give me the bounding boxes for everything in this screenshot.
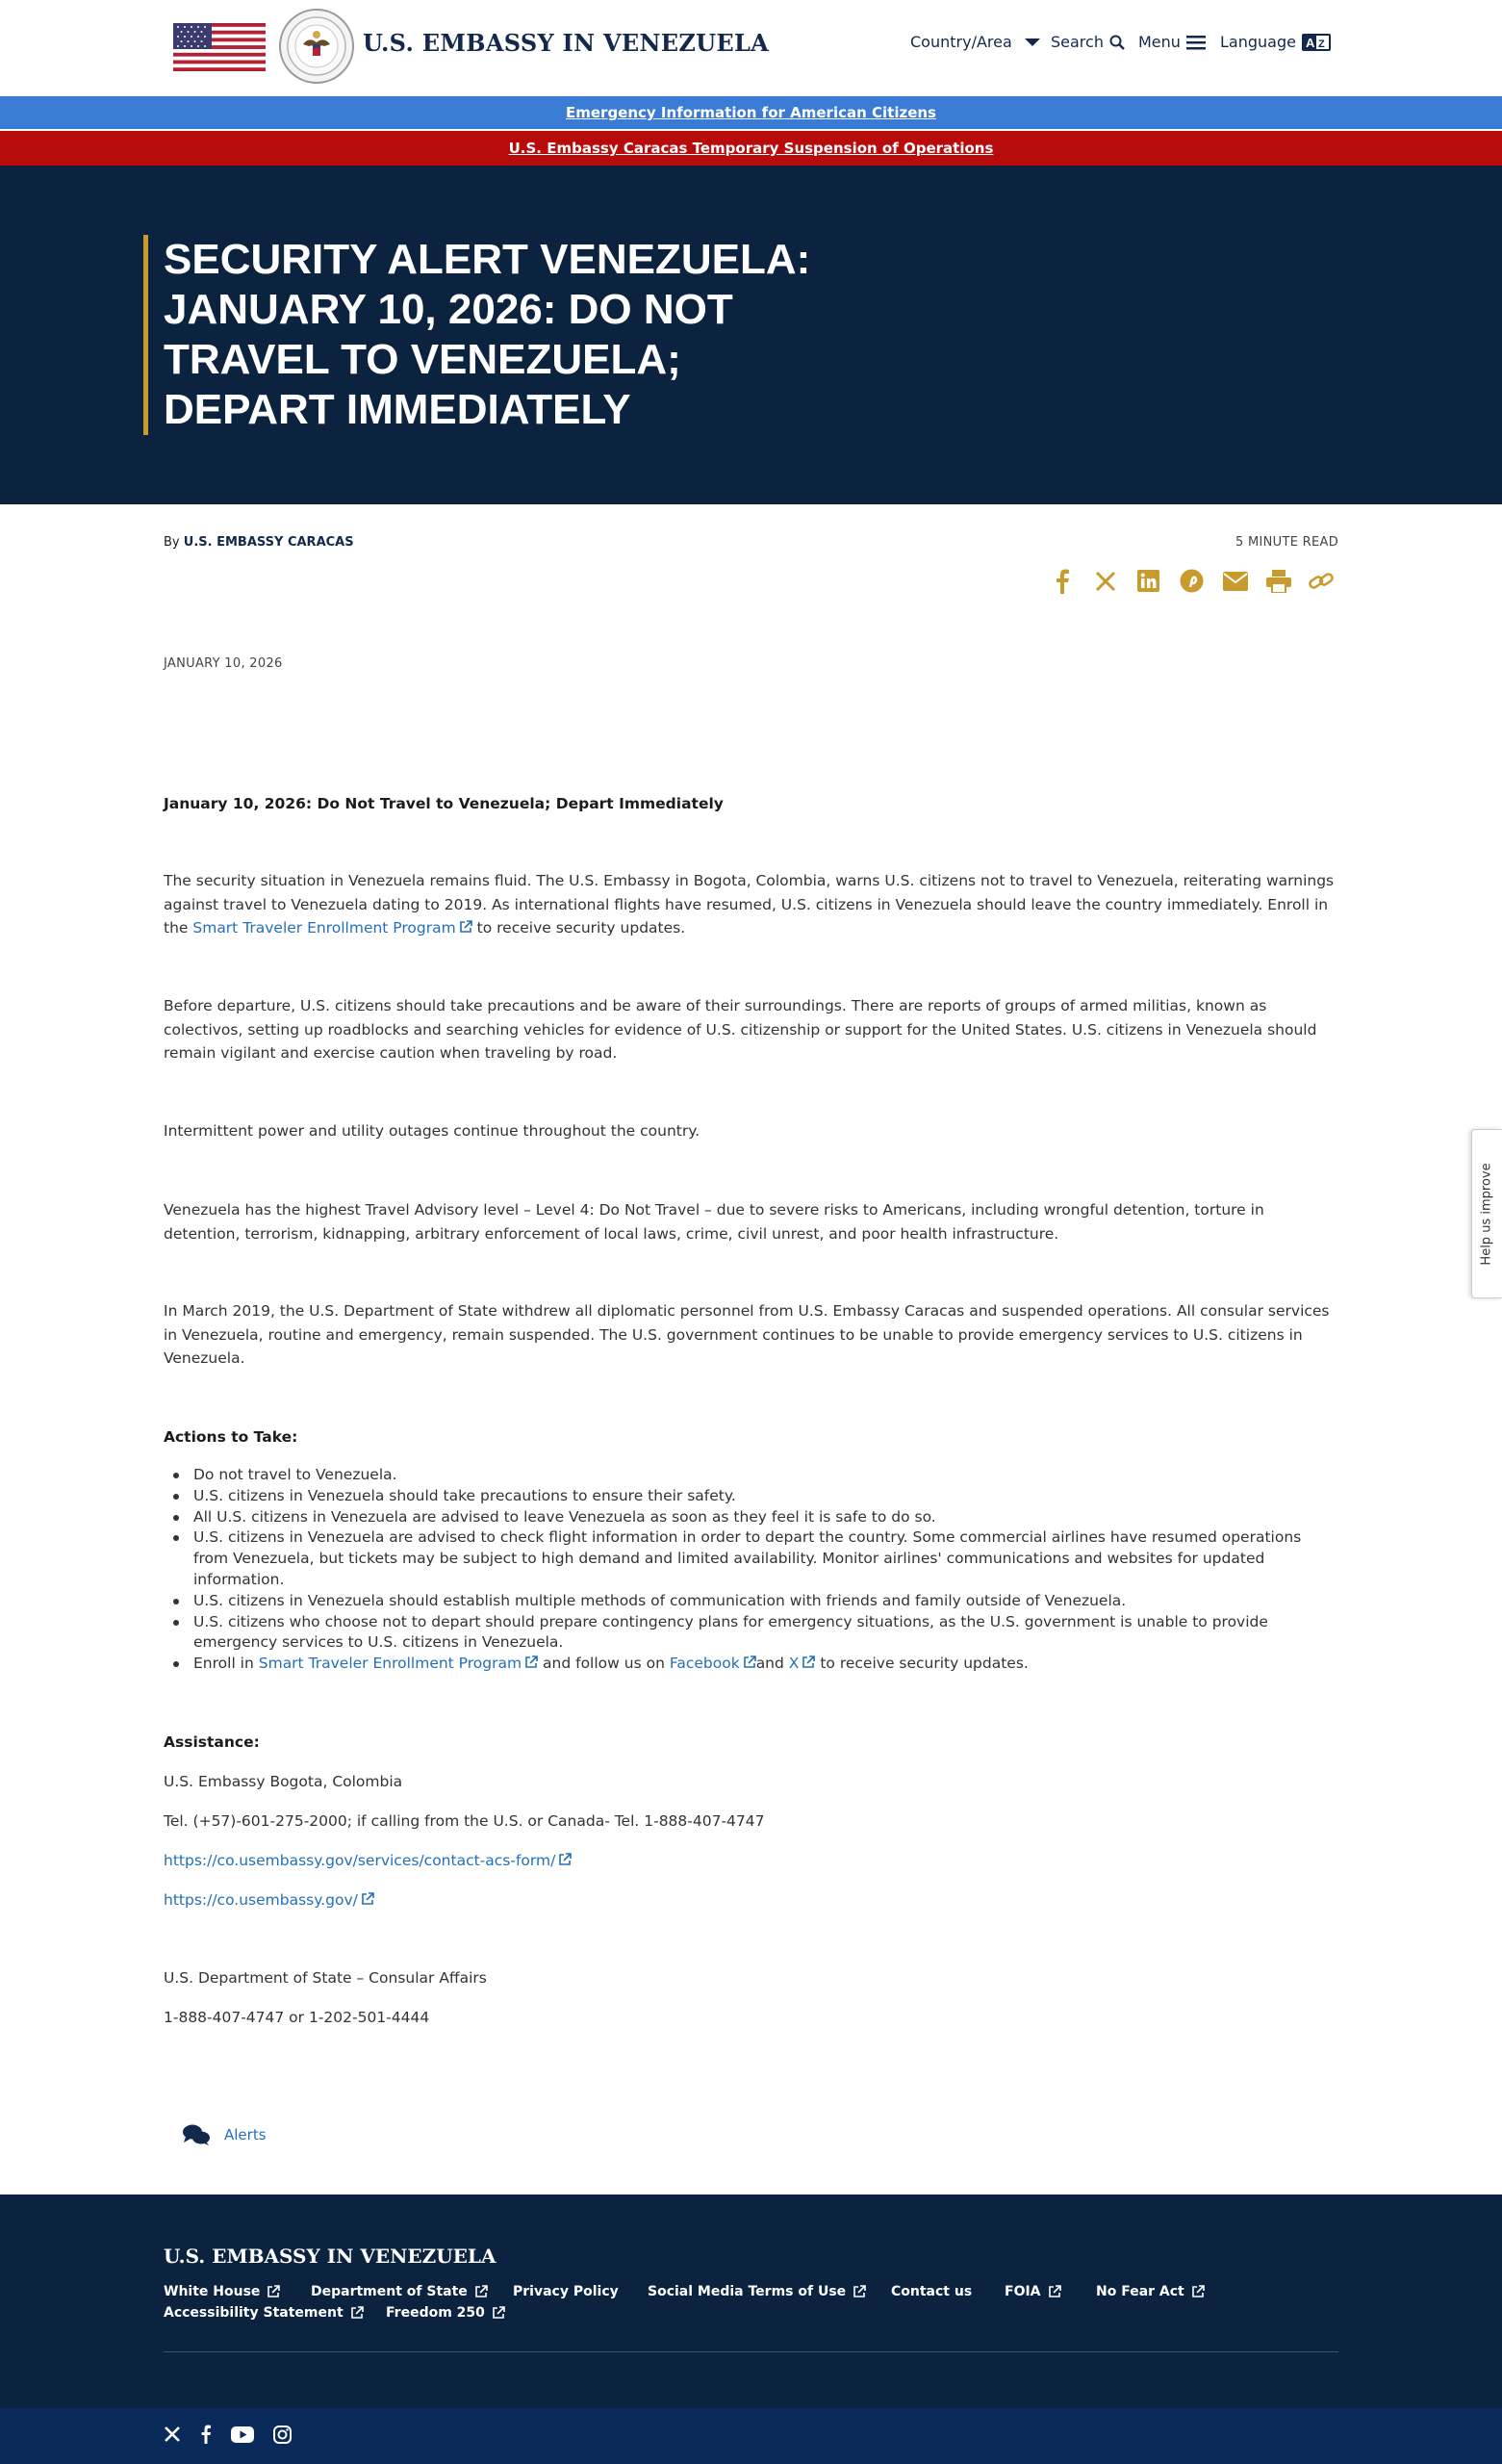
external-link-icon — [1048, 2285, 1061, 2298]
site-header — [0, 0, 1502, 96]
hero-accent-bar — [143, 235, 148, 435]
paragraph-3-text: Intermittent power and utility outages continue throughout the country. — [164, 1122, 700, 1140]
chat-bubbles-icon — [182, 2123, 211, 2146]
search-icon — [1109, 35, 1125, 50]
assistance-tel: Tel. (+57)-601-275-2000; if calling from the U.S. or Canada- Tel. 1-888-407-4747 — [164, 1812, 765, 1830]
menu-label: Menu — [1138, 33, 1181, 51]
assistance-dept: U.S. Department of State – Consular Affairs — [164, 1969, 487, 1987]
site-footer — [0, 2194, 1502, 2408]
pinterest-share-icon[interactable] — [1179, 568, 1205, 594]
list-item: U.S. citizens in Venezuela should establish multiple methods of communication with friends and family outside of Venezuela. — [164, 1591, 1337, 1612]
help-us-improve-tab[interactable] — [1471, 1129, 1502, 1298]
smart-traveler-link-2[interactable] — [259, 1655, 538, 1672]
x-link-label: X — [788, 1655, 800, 1673]
byline-author: U.S. EMBASSY CARACAS — [183, 535, 354, 550]
paragraph-2 — [164, 994, 1337, 1065]
contact-us-link[interactable] — [891, 2284, 972, 2299]
freedom-250-link[interactable] — [386, 2305, 505, 2321]
enroll-prefix: Enroll in — [193, 1655, 254, 1673]
paragraph-1 — [164, 869, 1337, 940]
smart-traveler-link-2-label: Smart Traveler Enrollment Program — [258, 1655, 522, 1673]
list-item: U.S. citizens in Venezuela should take precautions to ensure their safety. — [164, 1486, 1337, 1507]
external-link-icon — [492, 2306, 505, 2320]
actions-list-block — [164, 1465, 1337, 1675]
actions-heading: Actions to Take: — [164, 1428, 298, 1446]
share-toolbar — [1049, 568, 1335, 594]
privacy-policy-link[interactable] — [513, 2284, 619, 2299]
assistance-tel-block — [164, 1810, 1337, 1834]
facebook-link-label: Facebook — [669, 1655, 740, 1673]
enroll-suffix: to receive security updates. — [820, 1655, 1029, 1673]
us-flag-icon[interactable] — [173, 23, 266, 71]
emergency-banner — [0, 96, 1502, 129]
department-of-state-label: Department of State — [311, 2284, 468, 2299]
external-link-icon — [267, 2285, 280, 2298]
assistance-embassy: U.S. Embassy Bogota, Colombia — [164, 1773, 403, 1790]
footer-divider — [164, 2351, 1338, 2352]
paragraph-4-text: Venezuela has the highest Travel Advisory level – Level 4: Do Not Travel – due to severe risks to Americans, including wrongful detention, torture in detention, terrorism, kidnapping, arbitrary enforcement of local laws, crime, civil unrest, and poor health infrastructure. — [164, 1201, 1264, 1243]
social-media-terms-link[interactable] — [648, 2284, 866, 2299]
enroll-middle: and follow us on — [543, 1655, 665, 1673]
embassy-seal-icon[interactable] — [279, 9, 354, 84]
byline-prefix: By — [164, 535, 180, 550]
language-button[interactable] — [1220, 33, 1331, 51]
linkedin-share-icon[interactable] — [1135, 568, 1161, 594]
x-social-icon[interactable] — [164, 2426, 181, 2443]
article-subtitle: January 10, 2026: Do Not Travel to Venezuela; Depart Immediately — [164, 795, 724, 812]
search-label: Search — [1051, 33, 1104, 51]
enroll-and: and — [755, 1655, 784, 1673]
assistance-link-1-block — [164, 1849, 1337, 1873]
list-item: Do not travel to Venezuela. — [164, 1465, 1337, 1486]
department-of-state-link[interactable] — [311, 2284, 488, 2299]
external-link-icon — [350, 2306, 364, 2320]
x-share-icon[interactable] — [1092, 568, 1118, 594]
external-link-icon — [802, 1656, 815, 1669]
contact-us-label: Contact us — [891, 2284, 973, 2299]
privacy-policy-label: Privacy Policy — [513, 2284, 619, 2299]
external-link-icon — [361, 1892, 374, 1906]
freedom-250-label: Freedom 250 — [386, 2305, 485, 2321]
no-fear-act-link[interactable] — [1096, 2284, 1205, 2299]
site-title[interactable]: U.S. EMBASSY IN VENEZUELA — [363, 29, 770, 57]
paragraph-1-text: The security situation in Venezuela remains fluid. The U.S. Embassy in Bogota, Colombia, warns U.S. citizens not to travel to Venezuela, reiterating warnings against travel to Venezuela dating to 2019. As international flights have resumed, U.S. citizens in Venezuela should leave the country immediately. Enroll in the — [164, 872, 1335, 937]
contact-acs-form-link[interactable] — [164, 1852, 572, 1869]
embassy-bogota-link-label: https://co.usembassy.gov/ — [164, 1891, 358, 1909]
paragraph-4 — [164, 1198, 1337, 1245]
footer-social-bar — [0, 2408, 1502, 2464]
assistance-heading-block — [164, 1731, 1337, 1755]
external-link-icon — [459, 920, 472, 934]
facebook-link[interactable] — [670, 1655, 756, 1672]
paragraph-2-text: Before departure, U.S. citizens should take precautions and be aware of their surroundings. There are reports of groups of armed militias, known as colectivos, setting up roadblocks and searching vehicles for evidence of U.S. citizenship or support for the United States. U.S. citizens in Venezuela should remain vigilant and exercise caution when traveling by road. — [164, 997, 1317, 1062]
svg-text:Z: Z — [1317, 38, 1325, 50]
svg-text:A: A — [1305, 35, 1315, 50]
caret-down-icon — [1024, 37, 1041, 48]
read-time: 5 MINUTE READ — [1235, 535, 1338, 550]
accessibility-statement-label: Accessibility Statement — [164, 2305, 344, 2321]
list-item-enroll — [164, 1654, 1337, 1675]
feedback-label: Help us improve — [1480, 1162, 1494, 1266]
youtube-social-icon[interactable] — [231, 2426, 254, 2443]
external-link-icon — [524, 1656, 538, 1669]
language-label: Language — [1220, 33, 1296, 51]
paragraph-3 — [164, 1119, 1337, 1143]
external-link-icon — [853, 2285, 866, 2298]
foia-label: FOIA — [1005, 2284, 1041, 2299]
article-heading — [164, 792, 1337, 816]
external-link-icon — [474, 2285, 488, 2298]
hamburger-icon — [1186, 35, 1206, 50]
external-link-icon — [743, 1656, 756, 1669]
instagram-social-icon[interactable] — [273, 2426, 292, 2444]
no-fear-act-label: No Fear Act — [1096, 2284, 1184, 2299]
facebook-share-icon[interactable] — [1049, 568, 1075, 594]
accessibility-statement-link[interactable] — [164, 2305, 364, 2321]
byline — [164, 535, 354, 550]
hero-section — [0, 166, 1502, 504]
country-area-label: Country/Area — [910, 33, 1012, 51]
emergency-info-link[interactable]: Emergency Information for American Citizens — [566, 104, 936, 121]
paragraph-5 — [164, 1299, 1337, 1371]
smart-traveler-link-label: Smart Traveler Enrollment Program — [192, 919, 456, 937]
menu-button[interactable] — [1138, 33, 1206, 51]
embassy-bogota-link[interactable] — [164, 1891, 374, 1909]
suspension-link[interactable]: U.S. Embassy Caracas Temporary Suspension of Operations — [508, 140, 994, 157]
external-link-icon — [558, 1853, 572, 1866]
foia-link[interactable] — [1005, 2284, 1061, 2299]
footer-title: U.S. EMBASSY IN VENEZUELA — [164, 2245, 496, 2268]
tag-label: Alerts — [224, 2126, 267, 2143]
print-icon[interactable] — [1265, 568, 1291, 594]
contact-acs-form-link-label: https://co.usembassy.gov/services/contact-acs-form/ — [164, 1852, 556, 1869]
social-links — [164, 2425, 292, 2444]
page-title: SECURITY ALERT VENEZUELA: JANUARY 10, 2026: DO NOT TRAVEL TO VENEZUELA; DEPART IMMEDIATELY — [164, 236, 811, 433]
translate-icon — [1302, 34, 1331, 51]
actions-heading-block — [164, 1425, 1337, 1450]
white-house-label: White House — [164, 2284, 261, 2299]
copy-link-icon[interactable] — [1309, 568, 1335, 594]
list-item: U.S. citizens in Venezuela are advised to check flight information in order to depart the country. Some commercial airlines have resumed operations from Venezuela, but tickets may be subject to high demand and limited availability. Monitor airlines' communications and websites for updated information. — [164, 1527, 1337, 1590]
assistance-link-2-block — [164, 1888, 1337, 1912]
social-media-terms-label: Social Media Terms of Use — [648, 2284, 847, 2299]
paragraph-5-text: In March 2019, the U.S. Department of State withdrew all diplomatic personnel from U.S. Embassy Caracas and suspended operations. All consular services in Venezuela, routine and emergency, remain suspended. The U.S. government continues to be unable to provide emergency services to U.S. citizens in Venezuela. — [164, 1302, 1330, 1367]
external-link-icon — [1191, 2285, 1205, 2298]
assistance-dept-block — [164, 1966, 1337, 1990]
list-item: All U.S. citizens in Venezuela are advised to leave Venezuela as soon as they feel it is safe to do so. — [164, 1507, 1337, 1528]
assistance-heading: Assistance: — [164, 1733, 260, 1751]
suspension-banner — [0, 131, 1502, 166]
search-button[interactable] — [1051, 33, 1125, 51]
white-house-link[interactable] — [164, 2284, 280, 2299]
assistance-phones-block — [164, 2006, 1337, 2030]
x-link[interactable] — [789, 1655, 816, 1672]
country-area-dropdown[interactable] — [910, 33, 1041, 51]
smart-traveler-link[interactable] — [192, 919, 471, 937]
actions-list — [164, 1465, 1337, 1675]
assistance-embassy-block — [164, 1770, 1337, 1794]
assistance-phones: 1-888-407-4747 or 1-202-501-4444 — [164, 2009, 430, 2026]
email-share-icon[interactable] — [1222, 568, 1248, 594]
topic-tag[interactable] — [182, 2123, 267, 2146]
publish-date: JANUARY 10, 2026 — [164, 656, 283, 671]
list-item: U.S. citizens who choose not to depart should prepare contingency plans for emergency situations, as the U.S. government is unable to provide emergency services to U.S. citizens in Venezuela. — [164, 1612, 1337, 1655]
paragraph-1-end: to receive security updates. — [476, 919, 686, 937]
facebook-social-icon[interactable] — [200, 2425, 212, 2444]
